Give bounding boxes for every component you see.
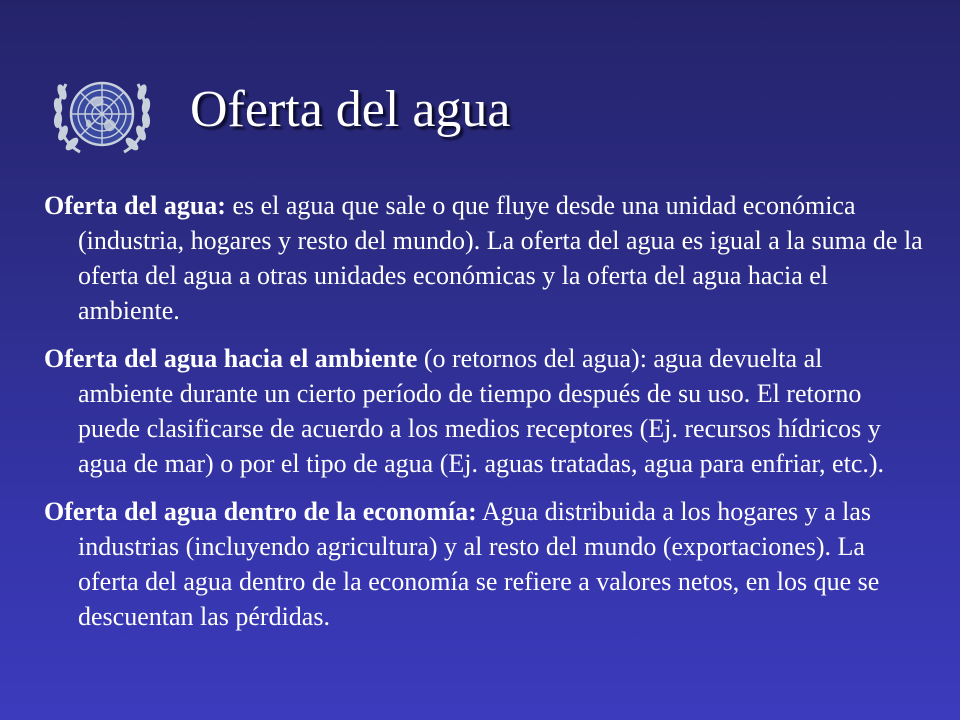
un-emblem-icon xyxy=(50,70,154,162)
definition-paragraph-economy xyxy=(44,494,924,634)
term-heading: Oferta del agua: xyxy=(44,191,226,220)
definition-paragraph-returns xyxy=(44,341,924,481)
term-heading: Oferta del agua dentro de la economía: xyxy=(44,497,477,526)
slide-title: Oferta del agua xyxy=(190,81,511,138)
definition-paragraph-supply xyxy=(44,188,924,328)
term-heading: Oferta del agua hacia el ambiente xyxy=(44,344,418,373)
un-emblem-logo xyxy=(50,70,154,162)
slide-body xyxy=(44,188,924,647)
definition-text: es el agua que sale o que fluye desde una unidad económica (industria, hogares y resto del mundo). La oferta del agua es igual a la suma de la oferta del agua a otras unidades económicas y la oferta del agua hacia el ambiente. xyxy=(78,191,923,325)
definition-text: (o retornos del agua): agua devuelta al ambiente durante un cierto período de tiempo después de su uso. El retorno puede clasificarse de acuerdo a los medios receptores (Ej. recursos hídricos y agua de mar) o por el tipo de agua (Ej. aguas tratadas, agua para enfriar, etc.). xyxy=(78,344,885,478)
definition-text: Agua distribuida a los hogares y a las industrias (incluyendo agricultura) y al resto del mundo (exportaciones). La oferta del agua dentro de la economía se refiere a valores netos, en los que se descuentan las pérdidas. xyxy=(78,497,880,631)
